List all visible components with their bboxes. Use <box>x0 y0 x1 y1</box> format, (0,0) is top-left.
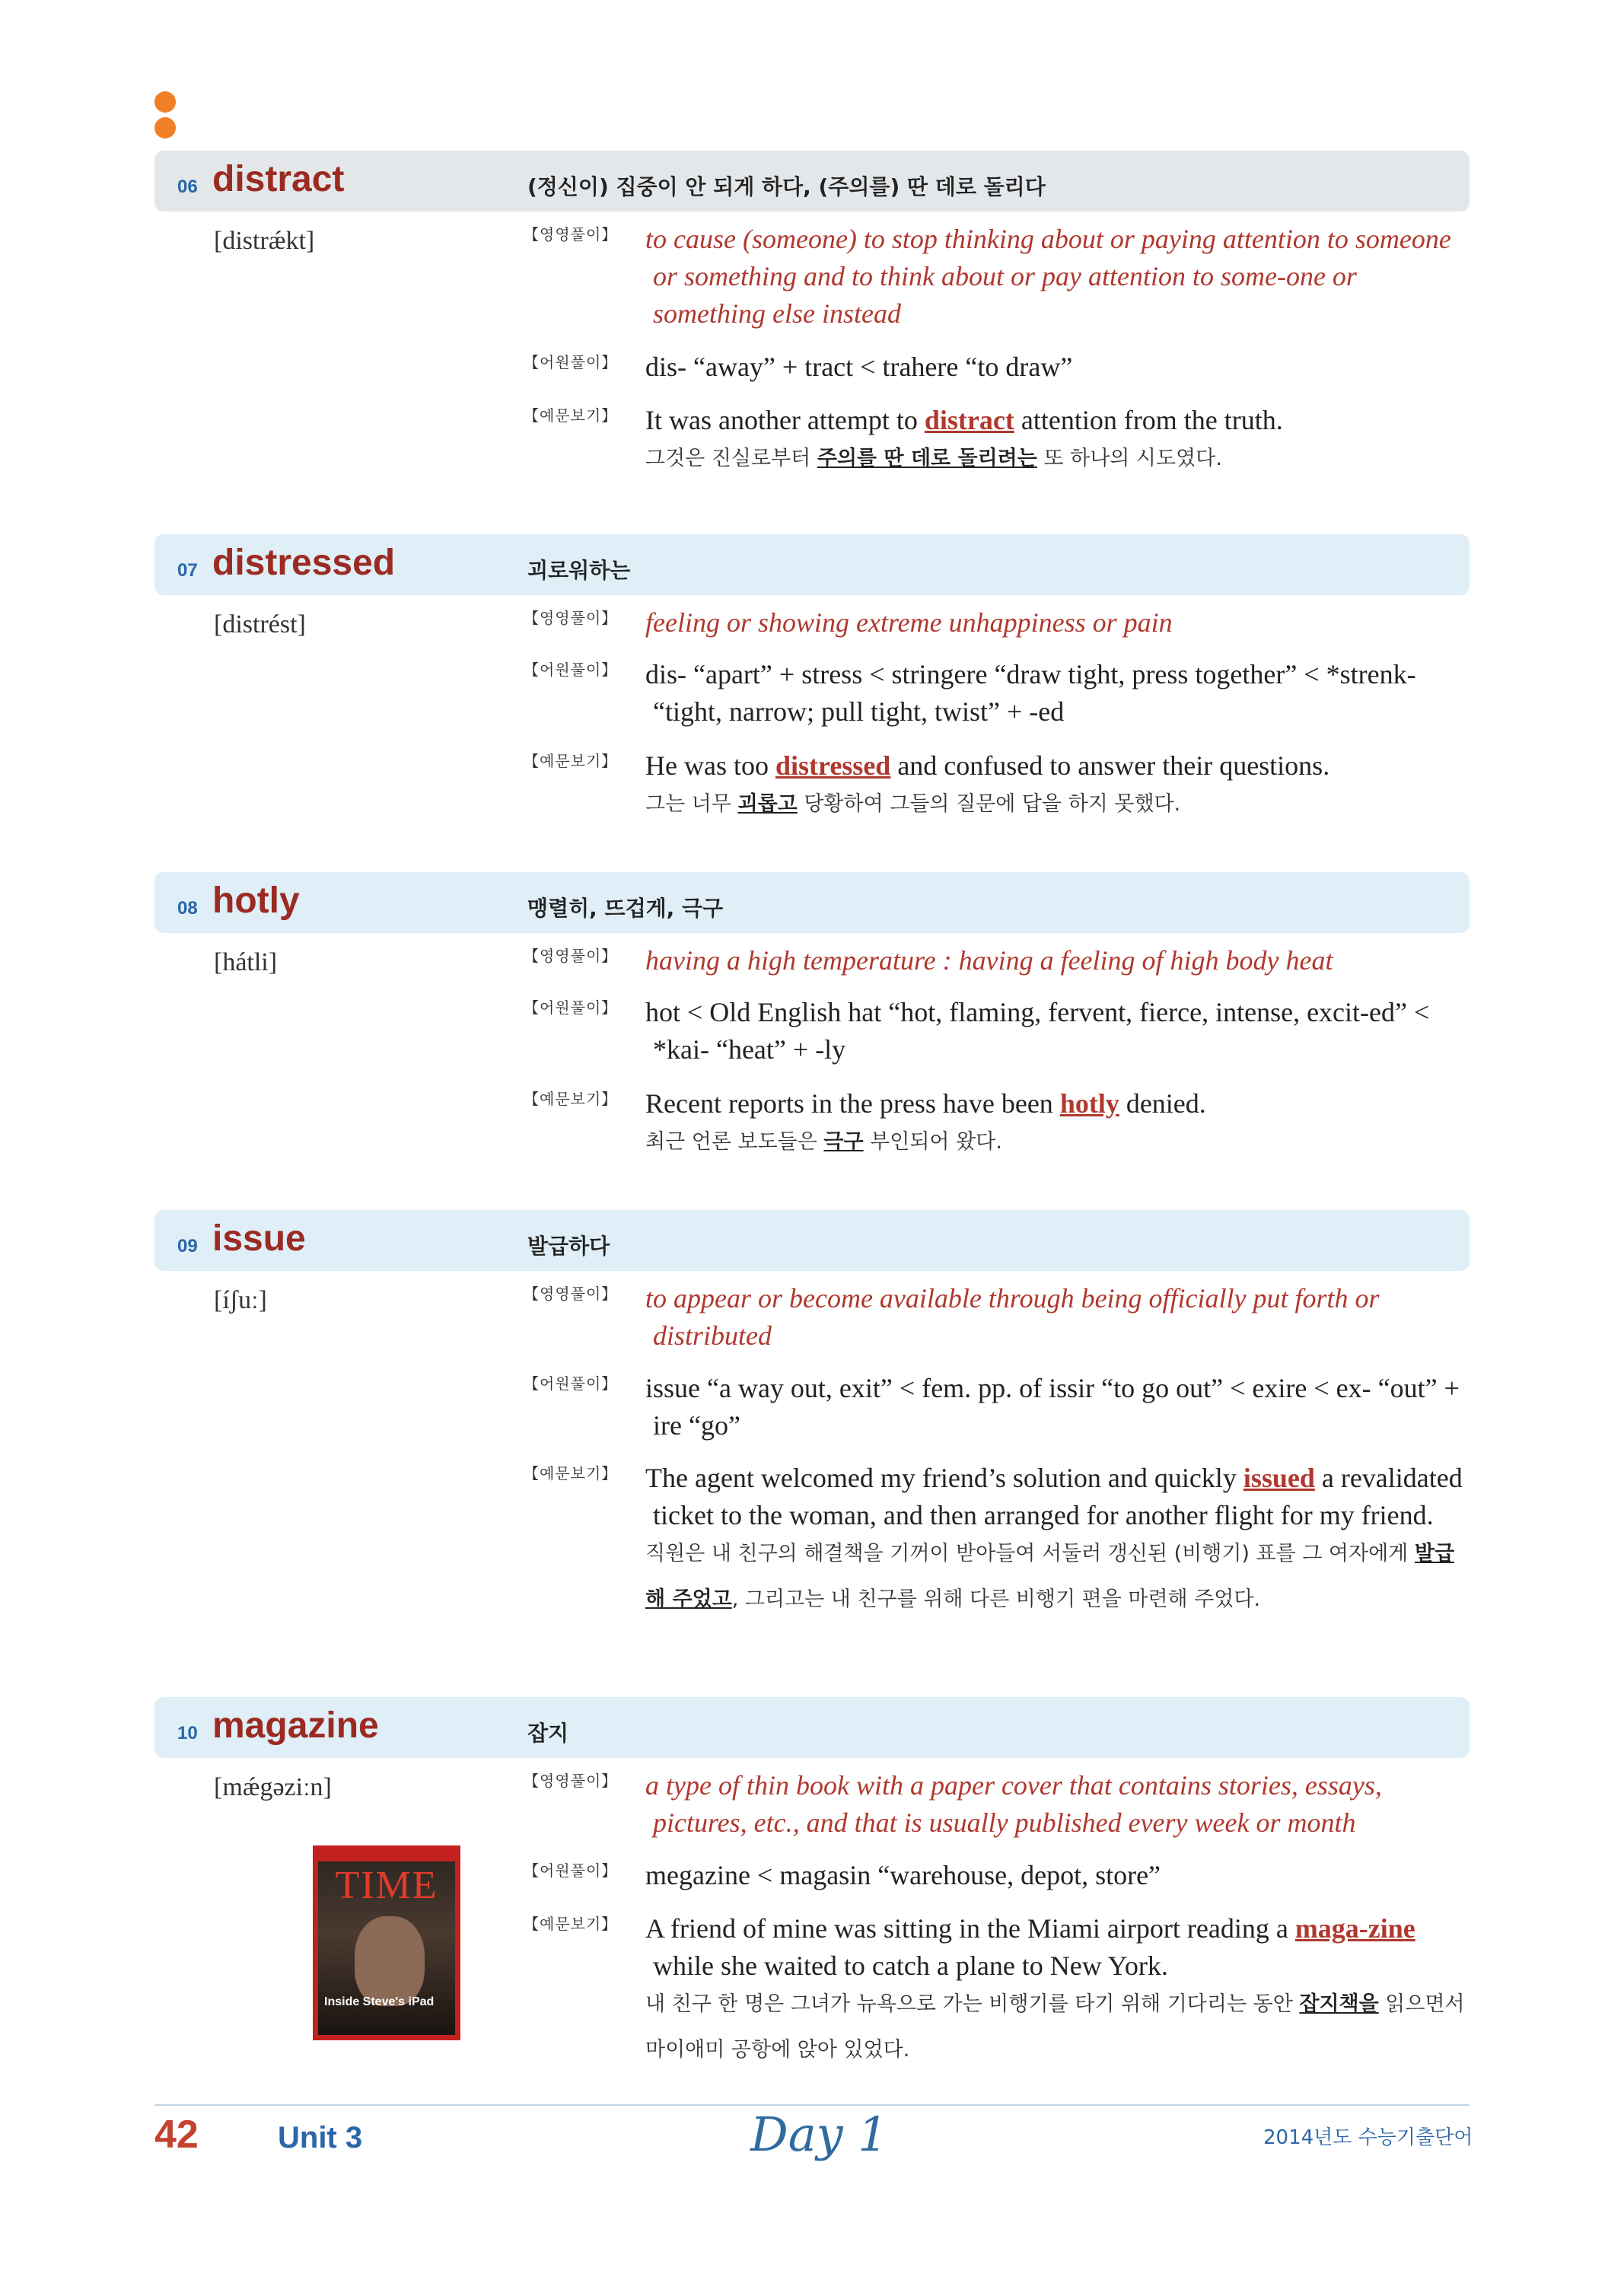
example-sentence: It was another attempt to distract attention from the truth. <box>645 405 1283 435</box>
entry-korean-meaning: 괴로워하는 <box>527 558 631 583</box>
highlighted-translation: 잡지책을 <box>1299 1992 1379 2016</box>
unit-label: Unit 3 <box>278 2121 363 2154</box>
entry-pronunciation: [hátli] <box>214 948 278 976</box>
example-sentence: A friend of mine was sitting in the Miami airport reading a maga-zine while she waited to catch a plane to New York. <box>645 1913 1415 1981</box>
definition-text: feeling or showing extreme unhappiness or pain <box>645 607 1173 638</box>
definition-text: to appear or become available through being officially put forth or distributed <box>645 1283 1380 1351</box>
entry-number: 10 <box>177 1723 198 1743</box>
entry-korean-meaning: 발급하다 <box>527 1234 610 1259</box>
entry-header-bar <box>154 1210 1470 1271</box>
entry-pronunciation: [distrést] <box>214 610 306 638</box>
entry-word: hotly <box>212 881 300 921</box>
etymology-row <box>524 349 1471 386</box>
magazine-cover-image <box>313 1845 460 2040</box>
etymology-label: 【어원풀이】 <box>524 998 618 1017</box>
entry-korean-meaning: (정신이) 집중이 안 되게 하다, (주의를) 딴 데로 돌리다 <box>527 174 1046 199</box>
cover-caption: Inside Steve's iPad <box>324 1995 435 2008</box>
definition-row <box>524 221 1471 333</box>
etymology-text: dis- “apart” + stress < stringere “draw tight, press together” < *strenk- “tight, narrow; pull tight, twist” + -ed <box>645 659 1416 727</box>
entry-number: 07 <box>177 560 198 581</box>
cover-portrait <box>355 1916 425 2006</box>
entry-number: 06 <box>177 177 198 197</box>
example-row <box>524 1460 1471 1622</box>
entry-header-bar <box>154 151 1470 212</box>
definition-label: 【영영풀이】 <box>524 947 618 965</box>
etymology-label: 【어원풀이】 <box>524 1374 618 1393</box>
book-title: 2014년도 수능기출단어 <box>1263 2126 1473 2149</box>
example-sentence: The agent welcomed my friend’s solution and quickly issued a revalidated ticket to the woman, and then arranged for another flight for my friend. <box>645 1463 1463 1530</box>
etymology-row <box>524 1857 1471 1894</box>
example-translation: 그는 너무 괴롭고 당황하여 그들의 질문에 답을 하지 못했다. <box>645 792 1181 816</box>
definition-text: a type of thin book with a paper cover that contains stories, essays, pictures, etc., and that is usually published every week or month <box>645 1770 1382 1838</box>
example-translation: 그것은 진실로부터 주의를 딴 데로 돌리려는 또 하나의 시도였다. <box>645 447 1222 470</box>
page-number: 42 <box>154 2113 199 2157</box>
highlighted-word: issued <box>1243 1463 1315 1493</box>
day-label: Day 1 <box>750 2107 888 2162</box>
etymology-text: hot < Old English hat “hot, flaming, fervent, fierce, intense, excit-ed” < *kai- “heat” + -ly <box>645 997 1430 1065</box>
highlighted-translation: 주의를 딴 데로 돌리려는 <box>817 447 1037 470</box>
highlighted-word: distract <box>924 405 1014 435</box>
etymology-row <box>524 1370 1471 1444</box>
definition-row <box>524 1280 1471 1355</box>
entry-number: 08 <box>177 898 198 919</box>
entry-word: issue <box>212 1218 306 1259</box>
highlighted-translation: 괴롭고 <box>737 792 798 816</box>
vocab-entry-hotly <box>154 872 1470 1154</box>
example-translation: 직원은 내 친구의 해결책을 기꺼이 받아들여 서둘러 갱신된 (비행기) 표를 그 여자에게 발급해 주었고, 그리고는 내 친구를 위해 다른 비행기 편을 마련해 주었다. <box>645 1542 1455 1611</box>
highlighted-word: distressed <box>775 750 891 781</box>
highlighted-word: maga-zine <box>1294 1913 1415 1944</box>
definition-label: 【영영풀이】 <box>524 1285 618 1303</box>
etymology-text: megazine < magasin “warehouse, depot, store” <box>645 1860 1161 1890</box>
decorative-dots <box>154 91 177 143</box>
example-label: 【예문보기】 <box>524 1090 618 1108</box>
highlighted-translation: 극구 <box>823 1130 864 1154</box>
example-label: 【예문보기】 <box>524 406 618 425</box>
etymology-label: 【어원풀이】 <box>524 661 618 679</box>
etymology-text: issue “a way out, exit” < fem. pp. of issir “to go out” < exire < ex- “out” + ire “go” <box>645 1373 1460 1441</box>
entry-korean-meaning: 잡지 <box>527 1721 569 1746</box>
example-sentence: He was too distressed and confused to answer their questions. <box>645 750 1330 781</box>
footer-divider <box>154 2104 1470 2106</box>
definition-label: 【영영풀이】 <box>524 1772 618 1790</box>
etymology-text: dis- “away” + tract < trahere “to draw” <box>645 352 1073 382</box>
example-label: 【예문보기】 <box>524 1464 618 1482</box>
vocab-entry-distressed <box>154 534 1470 816</box>
definition-label: 【영영풀이】 <box>524 609 618 627</box>
example-sentence: Recent reports in the press have been hotly denied. <box>645 1088 1206 1119</box>
entry-word: distressed <box>212 543 396 583</box>
entry-header-bar <box>154 1697 1470 1758</box>
definition-label: 【영영풀이】 <box>524 225 618 244</box>
entry-header-bar <box>154 872 1470 933</box>
definition-row <box>524 942 1471 979</box>
highlighted-word: hotly <box>1059 1088 1119 1119</box>
highlighted-translation: 발급해 주었고 <box>645 1542 1455 1611</box>
example-translation: 내 친구 한 명은 그녀가 뉴욕으로 가는 비행기를 타기 위해 기다리는 동안 잡지책을 읽으면서 마이애미 공항에 앉아 있었다. <box>645 1992 1465 2062</box>
definition-text: to cause (someone) to stop thinking about or paying attention to someone or something and to think about or pay attention to some-one or something else instead <box>645 224 1451 329</box>
etymology-row <box>524 656 1471 731</box>
definition-row <box>524 604 1471 642</box>
example-row <box>524 1085 1471 1165</box>
etymology-label: 【어원풀이】 <box>524 1861 618 1880</box>
example-label: 【예문보기】 <box>524 1915 618 1933</box>
example-translation: 최근 언론 보도들은 극구 부인되어 왔다. <box>645 1130 1002 1154</box>
definition-text: having a high temperature : having a feeling of high body heat <box>645 945 1333 976</box>
entry-number: 09 <box>177 1236 198 1256</box>
entry-word: magazine <box>212 1705 379 1746</box>
vocab-entry-distract <box>154 151 1470 470</box>
example-row <box>524 747 1471 827</box>
etymology-label: 【어원풀이】 <box>524 353 618 371</box>
entry-pronunciation: [distrǽkt] <box>214 227 315 255</box>
example-row <box>524 402 1471 482</box>
entry-korean-meaning: 맹렬히, 뜨겁게, 극구 <box>527 896 724 921</box>
vocab-entry-issue <box>154 1210 1470 1611</box>
entry-pronunciation: [mǽgəziːn] <box>214 1773 332 1801</box>
example-label: 【예문보기】 <box>524 752 618 770</box>
etymology-row <box>524 994 1471 1068</box>
example-row <box>524 1910 1471 2073</box>
definition-row <box>524 1767 1471 1842</box>
magazine-masthead: TIME <box>335 1864 438 1907</box>
entry-pronunciation: [íʃuː] <box>214 1286 267 1314</box>
entry-header-bar <box>154 534 1470 595</box>
entry-word: distract <box>212 159 345 199</box>
